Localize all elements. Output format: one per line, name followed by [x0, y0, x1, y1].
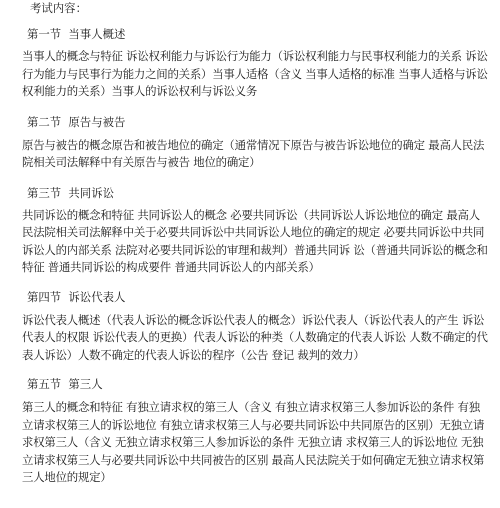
section-body: 共同诉讼的概念和特征 共同诉讼人的概念 必要共同诉讼（共同诉讼人诉讼地位的确定 最高人民法院相关司法解释中关于必要共同诉讼中共同诉讼人地位的确定的规定 必要共同诉讼中共同诉讼人的内部关系 法院对必要共同诉讼的审理和裁判）普通共同诉 讼（普通共同诉讼的概念和特征 普通共同诉讼的构成要件 普通共同诉讼人的内部关系）: [22, 207, 488, 274]
section-body: 当事人的概念与特征 诉讼权利能力与诉讼行为能力（诉讼权利能力与民事权利能力的关系 诉讼行为能力与民事行为能力之间的关系）当事人适格（含义 当事人适格的标准 当事人适格与诉讼权利能力的关系）当事人的诉讼权利与诉讼义务: [22, 49, 488, 98]
section-plaintiff-defendant: [22, 115, 490, 172]
section-joint-litigation: [22, 186, 490, 277]
section-body: 第三人的概念和特征 有独立请求权的第三人（含义 有独立请求权第三人参加诉讼的条件 有独立请求权第三人的诉讼地位 有独立请求权第三人与必要共同诉讼中共同原告的区别）无独立请求权第三人（含义 无独立请求权第三人参加诉讼的条件 无独立请 求权第三人的诉讼地位 无独立请求权第三人与必要共同诉讼中共同被告的区别 最高人民法院关于如何确定无独立请求权第三人地位的规定）: [22, 400, 485, 484]
exam-content-heading: 考试内容：: [30, 1, 87, 15]
section-third-party: [22, 377, 490, 487]
section-title: 第四节 诉讼代表人: [27, 289, 126, 304]
section-title: 第二节 原告与被告: [27, 114, 126, 129]
section-litigation-representative: [22, 290, 490, 365]
section-party-overview: [22, 27, 490, 101]
section-title: 第五节 第三人: [27, 377, 103, 391]
section-body: 原告与被告的概念原告和被告地位的确定（通常情况下原告与被告诉讼地位的确定 最高人民法院相关司法解释中有关原告与被告 地位的确定）: [22, 137, 485, 169]
section-body: 诉讼代表人概述（代表人诉讼的概念诉讼代表人的概念）诉讼代表人（诉讼代表人的产生 诉讼代表人的权限 诉讼代表人的更换）代表人诉讼的种类（人数确定的代表人诉讼 人数不确定的代表人诉讼）人数不确定的代表人诉讼的程序（公告 登记 裁判的效力）: [22, 312, 488, 362]
section-title: 第一节 当事人概述: [27, 27, 126, 41]
section-title: 第三节 共同诉讼: [27, 185, 114, 200]
